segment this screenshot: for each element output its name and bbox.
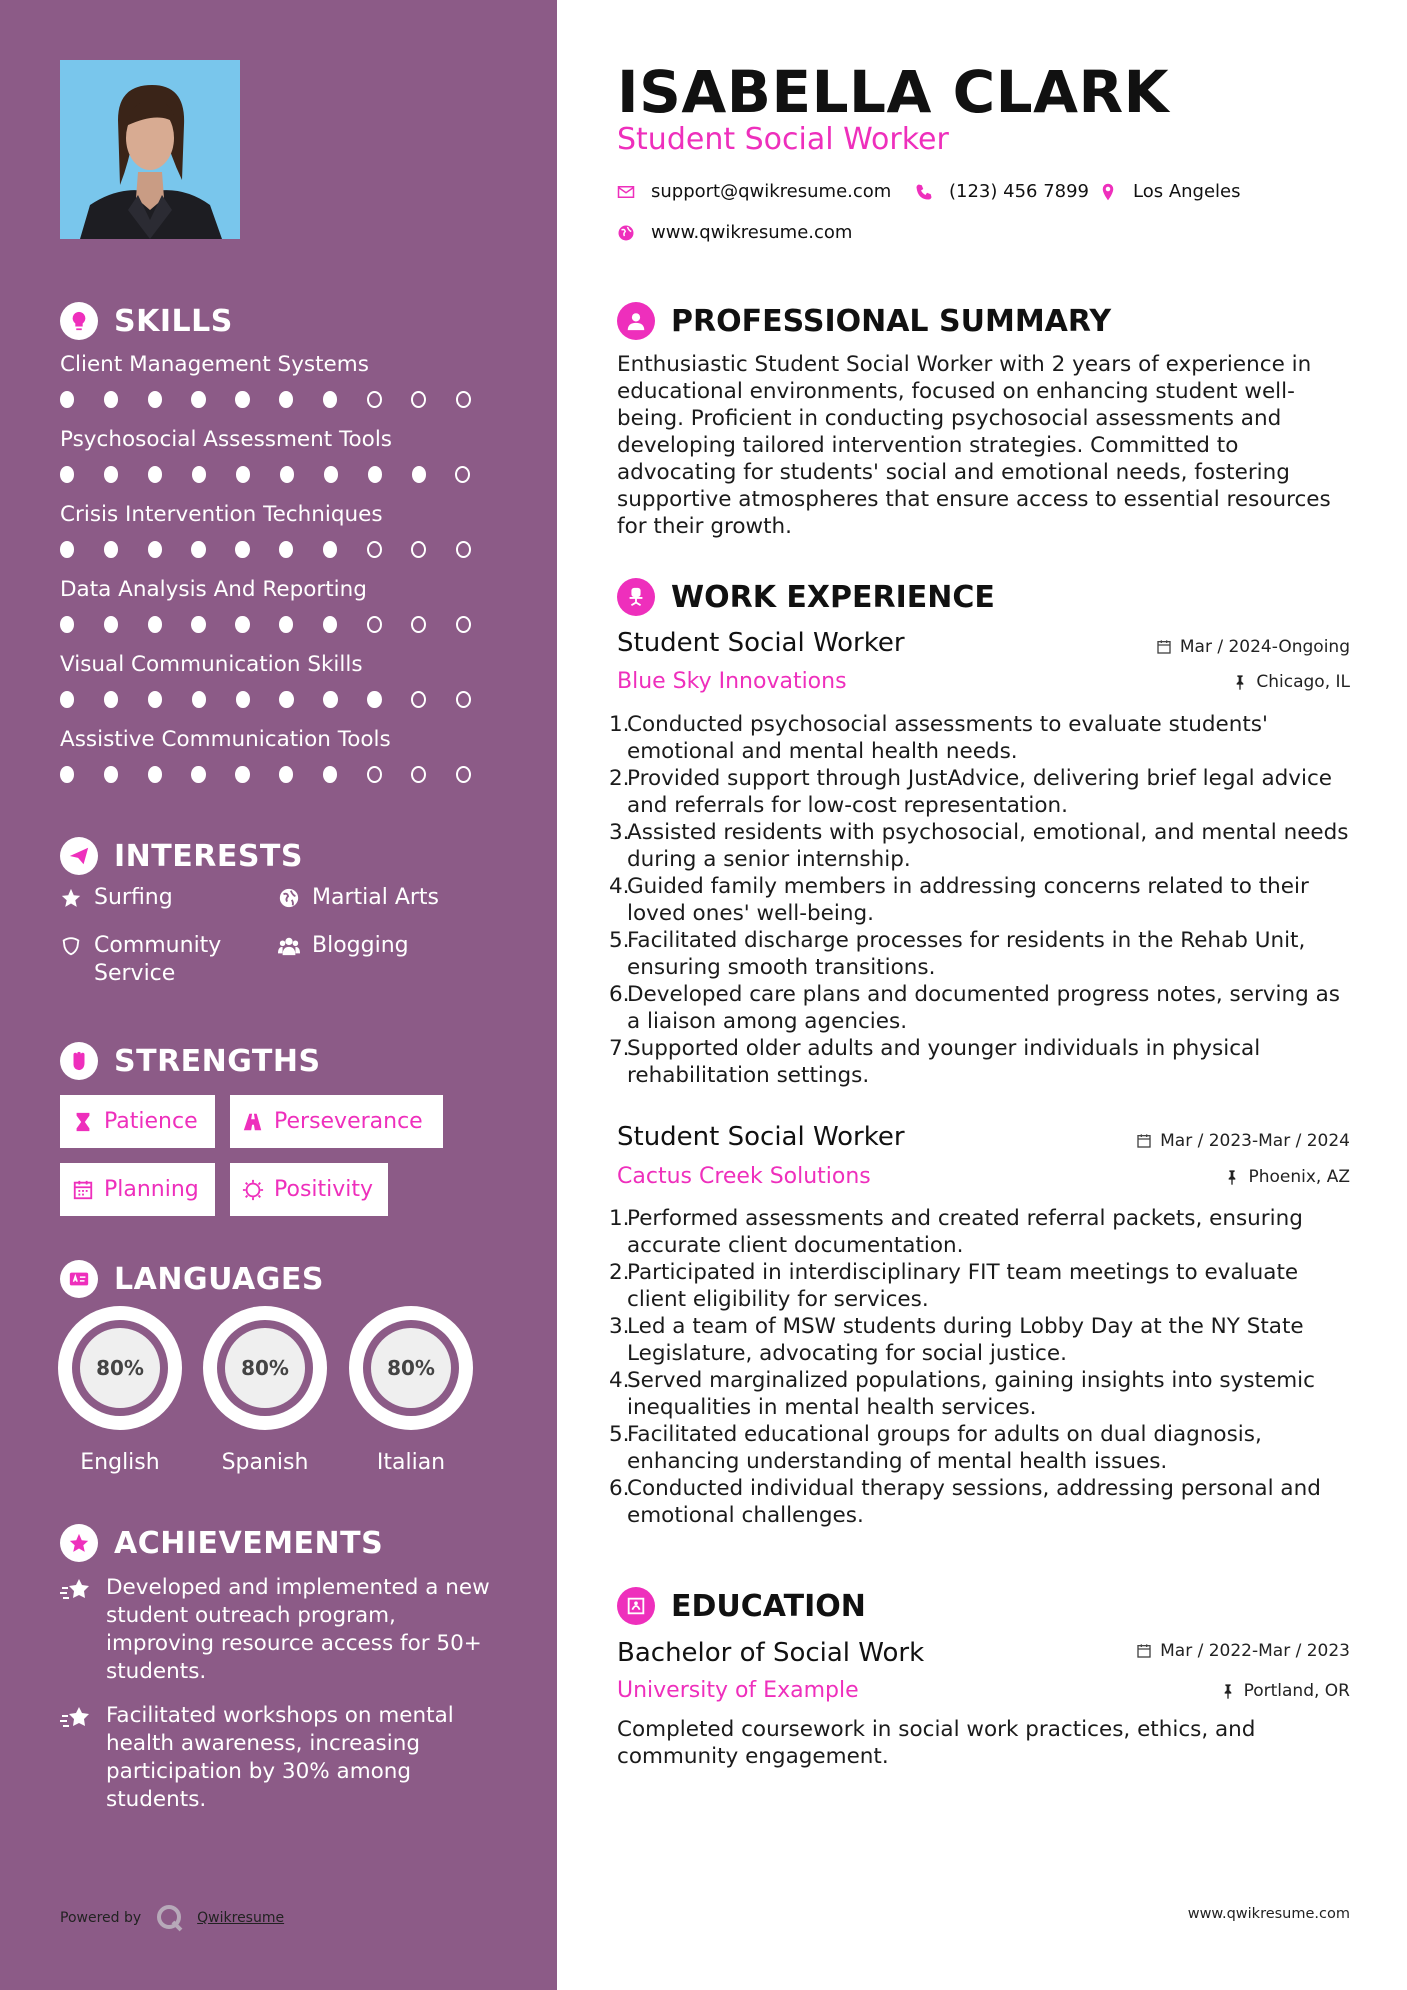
sun-icon bbox=[242, 1179, 264, 1201]
skill-item bbox=[60, 427, 500, 483]
rating-dot bbox=[148, 541, 162, 558]
skills-title: SKILLS bbox=[114, 303, 233, 339]
rating-dot bbox=[60, 391, 74, 408]
rating-dot bbox=[148, 391, 162, 408]
summary-heading: PROFESSIONAL SUMMARY bbox=[617, 302, 1111, 340]
rating-dot bbox=[279, 691, 293, 708]
shooting-star-icon bbox=[60, 1704, 92, 1732]
rating-dot bbox=[235, 616, 249, 633]
shield-icon bbox=[60, 935, 82, 957]
job-title: Student Social Worker bbox=[617, 1122, 905, 1152]
achievement-item: Facilitated workshops on mental health awareness, increasing participation by 30% among students. bbox=[60, 1702, 500, 1814]
contact-phone[interactable]: (123) 456 7899 bbox=[915, 181, 1089, 202]
rating-dot bbox=[456, 391, 471, 408]
list-item: 2. Provided support through JustAdvice, delivering brief legal advice and referrals for low-cost representation. bbox=[609, 766, 1333, 818]
candidate-name: ISABELLA CLARK bbox=[617, 58, 1170, 126]
rating-dot bbox=[367, 766, 382, 783]
list-item: 6. Conducted individual therapy sessions, addressing personal and emotional challenges. bbox=[609, 1476, 1321, 1528]
progress-ring bbox=[349, 1306, 473, 1430]
calendar-icon bbox=[72, 1179, 94, 1201]
strength-chip: Perseverance bbox=[230, 1095, 443, 1148]
experience-heading: WORK EXPERIENCE bbox=[617, 578, 995, 616]
qwikresume-logo-icon bbox=[155, 1903, 185, 1933]
map-pin-icon bbox=[1099, 183, 1117, 201]
graduation-icon bbox=[617, 1587, 655, 1625]
road-icon bbox=[242, 1111, 264, 1133]
footer-website[interactable]: www.qwikresume.com bbox=[1187, 1906, 1350, 1922]
rating-dot bbox=[60, 691, 74, 708]
rating-dot bbox=[60, 766, 74, 783]
rating-dot bbox=[323, 616, 337, 633]
rating-dot bbox=[191, 766, 205, 783]
qwikresume-link[interactable]: Qwikresume bbox=[197, 1910, 285, 1926]
list-item: 7. Supported older adults and younger individuals in physical rehabilitation settings. bbox=[609, 1036, 1261, 1088]
job-dates: Mar / 2023-Mar / 2024 bbox=[1136, 1131, 1350, 1151]
interest-item: Surfing bbox=[60, 884, 173, 912]
rating-dot bbox=[192, 691, 206, 708]
skill-rating bbox=[60, 766, 500, 783]
rating-dot bbox=[456, 766, 471, 783]
rating-dot bbox=[191, 391, 205, 408]
interests-title: INTERESTS bbox=[114, 838, 303, 874]
strength-chip: Positivity bbox=[230, 1163, 388, 1216]
globe-icon bbox=[278, 887, 300, 909]
candidate-role: Student Social Worker bbox=[617, 122, 949, 157]
rating-dot bbox=[280, 466, 294, 483]
language-card-icon bbox=[60, 1260, 98, 1298]
language-label: English bbox=[80, 1450, 160, 1475]
list-item: 2. Participated in interdisciplinary FIT team meetings to evaluate client eligibility for services. bbox=[609, 1260, 1299, 1312]
sidebar bbox=[0, 0, 557, 1990]
rating-dot bbox=[148, 766, 162, 783]
job-location: Phoenix, AZ bbox=[1224, 1167, 1350, 1187]
progress-ring bbox=[203, 1306, 327, 1430]
language-label: Spanish bbox=[221, 1450, 309, 1475]
skill-item bbox=[60, 727, 500, 783]
rating-dot bbox=[191, 541, 205, 558]
skill-rating bbox=[60, 616, 500, 633]
list-item: 1. Performed assessments and created referral packets, ensuring accurate client documentation. bbox=[609, 1206, 1303, 1258]
language-percent: 80% bbox=[225, 1328, 305, 1408]
rating-dot bbox=[236, 466, 250, 483]
rating-dot bbox=[368, 466, 382, 483]
achievement-item: Developed and implemented a new student outreach program, improving resource access for 50+ students. bbox=[60, 1574, 500, 1686]
list-item: 1. Conducted psychosocial assessments to evaluate students' emotional and mental health needs. bbox=[609, 712, 1268, 764]
education-heading: EDUCATION bbox=[617, 1587, 866, 1625]
skill-rating bbox=[60, 691, 500, 708]
profile-photo bbox=[60, 60, 240, 239]
skill-rating bbox=[60, 466, 500, 483]
achievements-heading bbox=[60, 1524, 383, 1562]
rating-dot bbox=[323, 541, 337, 558]
rating-dot bbox=[104, 391, 118, 408]
pushpin-icon bbox=[1220, 1683, 1236, 1699]
summary-text: Enthusiastic Student Social Worker with 2 years of experience in educational environments, focused on enhancing student well-being. Proficient in conducting psychosocial assessments and developing tailored intervention strategies. Committed to advocating for students' social and emotional needs, fostering supportive atmospheres that ensure access to essential resources for their growth. bbox=[617, 352, 1331, 539]
rating-dot bbox=[235, 541, 249, 558]
achievements-title: ACHIEVEMENTS bbox=[114, 1525, 384, 1561]
school-name: University of Example bbox=[617, 1678, 859, 1703]
list-item: 3. Assisted residents with psychosocial, emotional, and mental needs during a senior internship. bbox=[609, 820, 1349, 872]
rating-dot bbox=[148, 616, 162, 633]
rating-dot bbox=[456, 616, 471, 633]
interest-item: Community Service bbox=[60, 932, 260, 988]
rating-dot bbox=[456, 541, 471, 558]
skill-rating bbox=[60, 391, 500, 408]
rating-dot bbox=[411, 391, 426, 408]
skill-item bbox=[60, 502, 500, 558]
list-item: 5. Facilitated discharge processes for residents in the Rehab Unit, ensuring smooth transitions. bbox=[609, 928, 1306, 980]
calendar-icon bbox=[1156, 639, 1172, 655]
pushpin-icon bbox=[1232, 674, 1248, 690]
education-dates: Mar / 2022-Mar / 2023 bbox=[1136, 1641, 1350, 1661]
degree-title: Bachelor of Social Work bbox=[617, 1638, 925, 1668]
language-percent: 80% bbox=[371, 1328, 451, 1408]
contact-location: Los Angeles bbox=[1099, 181, 1241, 202]
list-item: 6. Developed care plans and documented progress notes, serving as a liaison among agencies. bbox=[609, 982, 1340, 1034]
interest-item: Martial Arts bbox=[278, 884, 439, 912]
rating-dot bbox=[191, 616, 205, 633]
star-icon bbox=[60, 887, 82, 909]
rating-dot bbox=[235, 766, 249, 783]
shooting-star-icon bbox=[60, 1576, 92, 1604]
strengths-heading bbox=[60, 1042, 321, 1080]
rating-dot bbox=[236, 691, 250, 708]
rating-dot bbox=[323, 391, 337, 408]
rating-dot bbox=[104, 691, 118, 708]
globe-icon bbox=[617, 224, 635, 242]
rating-dot bbox=[148, 691, 162, 708]
envelope-icon bbox=[617, 183, 635, 201]
skill-item bbox=[60, 652, 500, 708]
rating-dot bbox=[324, 466, 338, 483]
pushpin-icon bbox=[1224, 1169, 1240, 1185]
list-item: 5. Facilitated educational groups for adults on dual diagnosis, enhancing understanding of mental health issues. bbox=[609, 1422, 1262, 1474]
job-responsibilities bbox=[609, 1205, 1349, 1529]
skill-label: Assistive Communication Tools bbox=[60, 727, 391, 752]
job-dates: Mar / 2024-Ongoing bbox=[1156, 637, 1350, 657]
skill-item bbox=[60, 577, 500, 633]
rating-dot bbox=[279, 616, 293, 633]
list-item: 4. Guided family members in addressing concerns related to their loved ones' well-being. bbox=[609, 874, 1309, 926]
lightbulb-icon bbox=[60, 302, 98, 340]
user-icon bbox=[617, 302, 655, 340]
language-item bbox=[203, 1306, 327, 1475]
rating-dot bbox=[104, 616, 118, 633]
contact-email[interactable]: support@qwikresume.com bbox=[617, 181, 891, 202]
rating-dot bbox=[235, 391, 249, 408]
interests-heading bbox=[60, 837, 303, 875]
rating-dot bbox=[411, 541, 426, 558]
education-description: Completed coursework in social work practices, ethics, and community engagement. bbox=[617, 1717, 1256, 1769]
job-responsibilities bbox=[609, 711, 1349, 1089]
job-location: Chicago, IL bbox=[1232, 672, 1350, 692]
rating-dot bbox=[279, 391, 293, 408]
skill-label: Visual Communication Skills bbox=[60, 652, 363, 677]
language-item bbox=[349, 1306, 473, 1475]
rating-dot bbox=[104, 466, 118, 483]
hourglass-icon bbox=[72, 1111, 94, 1133]
calendar-icon bbox=[1136, 1643, 1152, 1659]
rating-dot bbox=[323, 691, 337, 708]
rating-dot bbox=[60, 466, 74, 483]
progress-ring bbox=[58, 1306, 182, 1430]
rating-dot bbox=[192, 466, 206, 483]
rating-dot bbox=[455, 466, 470, 483]
contact-website[interactable]: www.qwikresume.com bbox=[617, 222, 852, 243]
rating-dot bbox=[367, 691, 381, 708]
company-name: Blue Sky Innovations bbox=[617, 669, 847, 694]
strength-chip: Planning bbox=[60, 1163, 215, 1216]
strengths-title: STRENGTHS bbox=[114, 1043, 321, 1079]
skill-label: Psychosocial Assessment Tools bbox=[60, 427, 393, 452]
job-title: Student Social Worker bbox=[617, 628, 905, 658]
rating-dot bbox=[148, 466, 162, 483]
powered-by: Powered by Qwikresume bbox=[60, 1903, 284, 1933]
skill-label: Client Management Systems bbox=[60, 352, 369, 377]
rating-dot bbox=[367, 541, 382, 558]
skill-rating bbox=[60, 541, 500, 558]
language-percent: 80% bbox=[80, 1328, 160, 1408]
rating-dot bbox=[323, 766, 337, 783]
skills-heading bbox=[60, 302, 233, 340]
rating-dot bbox=[279, 766, 293, 783]
fist-icon bbox=[60, 1042, 98, 1080]
star-badge-icon bbox=[60, 1524, 98, 1562]
languages-title: LANGUAGES bbox=[114, 1261, 324, 1297]
list-item: 4. Served marginalized populations, gaining insights into systemic inequalities in mental health services. bbox=[609, 1368, 1315, 1420]
interest-item: Blogging bbox=[278, 932, 409, 960]
rating-dot bbox=[411, 691, 426, 708]
rating-dot bbox=[412, 466, 426, 483]
rating-dot bbox=[104, 541, 118, 558]
language-item bbox=[58, 1306, 182, 1475]
strength-chip: Patience bbox=[60, 1095, 215, 1148]
rating-dot bbox=[279, 541, 293, 558]
list-item: 3. Led a team of MSW students during Lobby Day at the NY State Legislature, advocating for social justice. bbox=[609, 1314, 1304, 1366]
company-name: Cactus Creek Solutions bbox=[617, 1164, 871, 1189]
languages-heading bbox=[60, 1260, 324, 1298]
skill-label: Data Analysis And Reporting bbox=[60, 577, 367, 602]
paper-plane-icon bbox=[60, 837, 98, 875]
users-icon bbox=[278, 935, 300, 957]
rating-dot bbox=[411, 616, 426, 633]
rating-dot bbox=[60, 616, 74, 633]
rating-dot bbox=[104, 766, 118, 783]
office-chair-icon bbox=[617, 578, 655, 616]
skill-label: Crisis Intervention Techniques bbox=[60, 502, 383, 527]
skill-item bbox=[60, 352, 500, 408]
rating-dot bbox=[367, 391, 382, 408]
rating-dot bbox=[456, 691, 471, 708]
language-label: Italian bbox=[376, 1450, 446, 1475]
calendar-icon bbox=[1136, 1133, 1152, 1149]
rating-dot bbox=[411, 766, 426, 783]
phone-icon bbox=[915, 183, 933, 201]
education-location: Portland, OR bbox=[1220, 1681, 1350, 1701]
rating-dot bbox=[60, 541, 74, 558]
rating-dot bbox=[367, 616, 382, 633]
